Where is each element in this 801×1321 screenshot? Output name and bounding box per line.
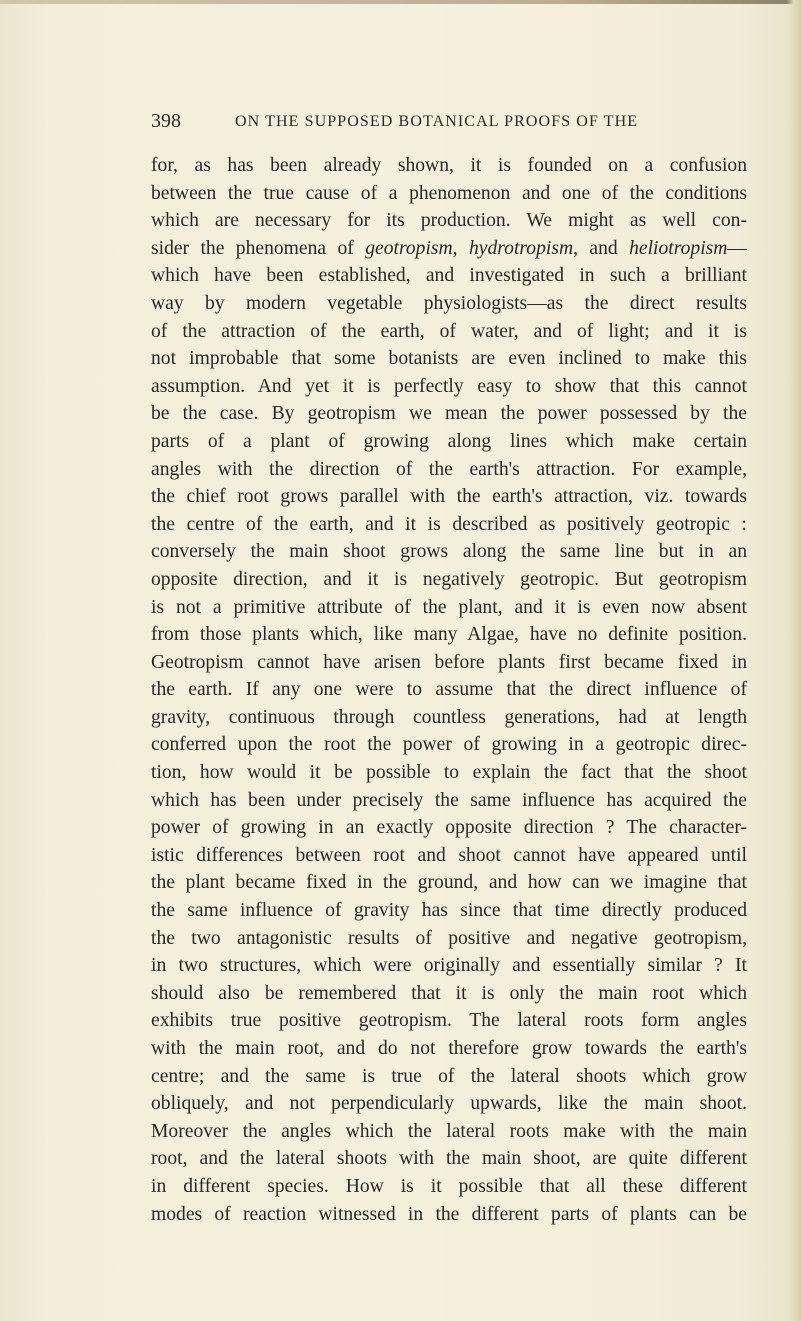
text-line: between the true cause of a phenomenon and one of the conditions xyxy=(151,182,747,204)
text-line: root, and the lateral shoots with the main shoot, are quite different xyxy=(151,1148,747,1170)
text-line: which has been under precisely the same influence has acquired the xyxy=(151,789,747,811)
text-line: the same influence of gravity has since that time directly produced xyxy=(151,900,747,922)
text-line: in two structures, which were originally and essentially similar ? It xyxy=(151,955,747,977)
page-right-edge xyxy=(787,0,801,1321)
text-line: from those plants which, like many Algae, have no definite position. xyxy=(151,624,747,646)
text-line: Geotropism cannot have arisen before plants first became fixed in xyxy=(151,651,747,673)
text-line: angles with the direction of the earth's attraction. For example, xyxy=(151,458,747,480)
text-line: with the main root, and do not therefore grow towards the earth's xyxy=(151,1038,747,1059)
text-line: conversely the main shoot grows along the same line but in an xyxy=(151,541,747,563)
body-text xyxy=(151,152,747,1228)
text-line: tion, how would it be possible to explain the fact that the shoot xyxy=(151,762,747,784)
text-line: Moreover the angles which the lateral roots make with the main xyxy=(151,1120,747,1142)
text-line: the earth. If any one were to assume that the direct influence of xyxy=(151,679,747,701)
text-line: modes of reaction witnessed in the different parts of plants can be xyxy=(151,1203,747,1225)
text-line: the centre of the earth, and it is described as positively geotropic : xyxy=(151,513,747,535)
text-line: not improbable that some botanists are even inclined to make this xyxy=(151,348,747,370)
running-title: ON THE SUPPOSED BOTANICAL PROOFS OF THE xyxy=(235,113,639,130)
text-segment: sider the phenomena of xyxy=(151,237,354,259)
text-line: gravity, continuous through countless generations, had at length xyxy=(151,706,747,728)
text-line: istic differences between root and shoot cannot have appeared until xyxy=(151,844,747,866)
page-top-edge xyxy=(0,0,801,4)
term-heliotropism: heliotropism xyxy=(629,237,728,259)
text-line: conferred upon the root the power of growing in a geotropic direc- xyxy=(151,734,747,756)
text-line: way by modern vegetable physiologists—as the direct results xyxy=(151,292,747,314)
text-line: obliquely, and not perpendicularly upwards, like the main shoot. xyxy=(151,1093,747,1115)
text-line: of the attraction of the earth, of water, and of light; and it is xyxy=(151,320,747,342)
term-hydrotropism: hydrotropism xyxy=(468,237,574,259)
text-line: which have been established, and investigated in such a brilliant xyxy=(151,265,747,287)
text-line: which are necessary for its production. We might as well con- xyxy=(151,210,747,232)
text-line: assumption. And yet it is perfectly easy to show that this cannot xyxy=(151,375,747,397)
text-line: be the case. By geotropism we mean the power possessed by the xyxy=(151,403,747,425)
term-geotropism: geotropism xyxy=(365,237,453,259)
text-line: centre; and the same is true of the lateral shoots which grow xyxy=(151,1065,747,1087)
text-line-with-italics: sider the phenomena of geotropism, hydrotropism, and heliotropism— xyxy=(151,237,748,259)
text-line: in different species. How is it possible that all these different xyxy=(151,1175,747,1197)
text-line: exhibits true positive geotropism. The lateral roots form angles xyxy=(151,1010,747,1032)
text-line: the two antagonistic results of positive and negative geotropism, xyxy=(151,927,747,949)
text-line: opposite direction, and it is negatively geotropic. But geotropism xyxy=(151,568,747,590)
text-line: is not a primitive attribute of the plant, and it is even now absent xyxy=(151,596,747,618)
text-line: the plant became fixed in the ground, and how can we imagine that xyxy=(151,872,747,894)
text-line: for, as has been already shown, it is founded on a confusion xyxy=(151,155,747,176)
text-line: should also be remembered that it is only the main root which xyxy=(151,982,747,1004)
text-line: the chief root grows parallel with the earth's attraction, viz. towards xyxy=(151,486,747,508)
running-header xyxy=(151,109,751,133)
page-number: 398 xyxy=(151,110,181,132)
text-line: parts of a plant of growing along lines which make certain xyxy=(151,430,747,452)
text-line: power of growing in an exactly opposite direction ? The character- xyxy=(151,817,747,839)
